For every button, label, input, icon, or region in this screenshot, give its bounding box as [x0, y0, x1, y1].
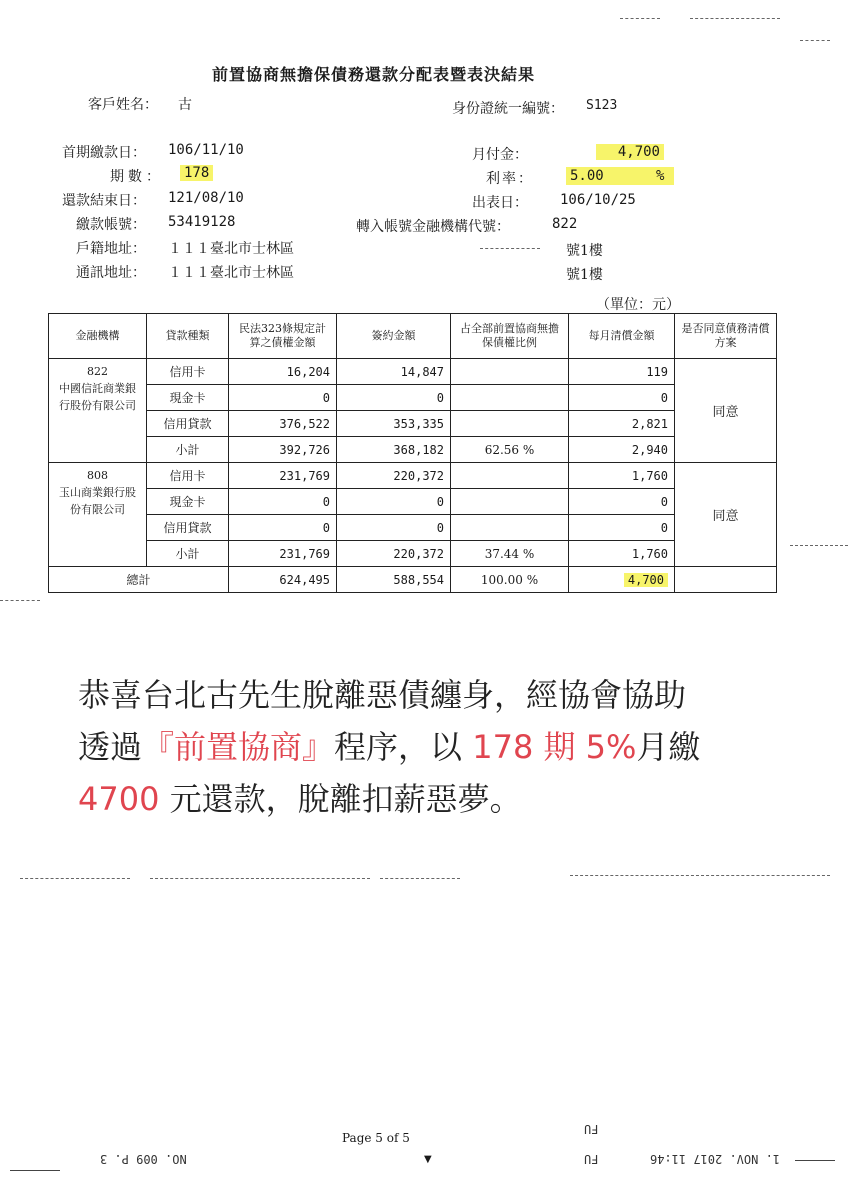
id-label: 身份證統一編號： [452, 101, 564, 117]
account-label: 繳款帳號： [76, 217, 146, 233]
message-highlight: 『前置協商』 [142, 728, 335, 766]
transfer-bank-label: 轉入帳號金融機構代號： [356, 219, 510, 235]
loan-type: 小計 [147, 541, 229, 567]
loan-type: 現金卡 [147, 489, 229, 515]
monthly-payment: 2,821 [569, 411, 675, 437]
subtotal-row [49, 541, 777, 567]
ratio [451, 463, 569, 489]
ratio: 37.44 % [451, 541, 569, 567]
contract-amount: 368,182 [337, 437, 451, 463]
table-row [49, 385, 777, 411]
message-text: 程序，以 [334, 728, 473, 766]
fax-number: NO. 009 P. 3 [100, 1152, 187, 1166]
header-agree: 是否同意債務清償方案 [675, 314, 777, 359]
issue-date-value: 106/10/25 [560, 192, 636, 208]
account-value: 53419128 [168, 214, 236, 230]
table-row [49, 463, 777, 489]
total-agree-cell [675, 567, 777, 593]
agree-cell: 同意 [675, 463, 777, 567]
loan-type: 信用貸款 [147, 411, 229, 437]
claim-amount: 392,726 [229, 437, 337, 463]
message-text: 元還款，脫離扣薪惡夢。 [159, 780, 522, 818]
end-date-value: 121/08/10 [168, 190, 244, 206]
header-claim-amount: 民法323條規定計算之債權金額 [229, 314, 337, 359]
rate-unit: % [656, 168, 665, 184]
fax-fu-upper: FU [584, 1122, 599, 1136]
bank-cell [49, 359, 147, 463]
claim-amount: 231,769 [229, 463, 337, 489]
claim-amount: 16,204 [229, 359, 337, 385]
table-row [49, 411, 777, 437]
monthly-payment: 1,760 [569, 541, 675, 567]
header-bank: 金融機構 [49, 314, 147, 359]
claim-amount: 231,769 [229, 541, 337, 567]
bank-cell [49, 463, 147, 567]
end-date-label: 還款結束日： [62, 193, 146, 209]
header-monthly-payment: 每月清償金額 [569, 314, 675, 359]
bank-code: 808 [87, 469, 108, 482]
subtotal-row [49, 437, 777, 463]
first-pay-label: 首期繳款日： [62, 145, 146, 161]
monthly-payment: 0 [569, 489, 675, 515]
message-line-3 [78, 774, 522, 820]
monthly-payment: 0 [569, 385, 675, 411]
bank-name: 玉山商業銀行股份有限公司 [59, 486, 136, 516]
loan-type: 信用卡 [147, 463, 229, 489]
down-arrow-icon: ▼ [424, 1154, 432, 1165]
loan-type: 小計 [147, 437, 229, 463]
message-line-1: 恭喜台北古先生脫離惡債纏身，經協會協助 [78, 676, 687, 714]
first-pay-value: 106/11/10 [168, 142, 244, 158]
monthly-payment: 1,760 [569, 463, 675, 489]
total-claim: 624,495 [229, 567, 337, 593]
customer-label: 客戶姓名： [88, 97, 158, 113]
page-number: Page 5 of 5 [342, 1131, 410, 1145]
contract-amount: 220,372 [337, 541, 451, 567]
customer-value: 古 [178, 97, 192, 113]
document-title: 前置協商無擔保債務還款分配表暨表決結果 [212, 65, 536, 84]
unit-note: （單位：元） [596, 297, 680, 313]
claim-amount: 0 [229, 515, 337, 541]
total-monthly [569, 567, 675, 593]
table-row [49, 515, 777, 541]
table-header-row [49, 314, 777, 359]
message-highlight: 4700 [78, 780, 160, 818]
message-highlight: 178 期 5% [472, 728, 637, 766]
message-line-2 [78, 722, 700, 768]
ratio [451, 385, 569, 411]
periods-value: 178 [180, 165, 213, 181]
congratulation-message [0, 650, 848, 828]
message-text: 月繳 [636, 728, 701, 766]
monthly-payment-label: 月付金： [472, 147, 528, 163]
id-value: S123 [586, 98, 618, 113]
loan-type: 信用卡 [147, 359, 229, 385]
header-loan-type: 貸款種類 [147, 314, 229, 359]
issue-date-label: 出表日： [472, 195, 528, 211]
loan-type: 現金卡 [147, 385, 229, 411]
monthly-payment: 2,940 [569, 437, 675, 463]
ratio: 62.56 % [451, 437, 569, 463]
total-row [49, 567, 777, 593]
household-address-tail: 號1樓 [566, 243, 603, 259]
contract-amount: 0 [337, 385, 451, 411]
ratio [451, 359, 569, 385]
mail-address-value: １１１臺北市士林區 [168, 265, 294, 281]
claim-amount: 0 [229, 489, 337, 515]
ratio [451, 411, 569, 437]
monthly-payment-value: 4,700 [596, 144, 664, 160]
ratio [451, 515, 569, 541]
transfer-bank-value: 822 [552, 216, 578, 232]
total-monthly-value: 4,700 [624, 573, 668, 587]
message-text: 透過 [78, 728, 143, 766]
fax-timestamp: 1. NOV. 2017 11:46 [650, 1152, 781, 1166]
header-contract-amount: 簽約金額 [337, 314, 451, 359]
periods-label: 期數： [110, 169, 164, 185]
household-address-value: １１１臺北市士林區 [168, 241, 294, 257]
total-label: 總計 [49, 567, 229, 593]
agree-cell: 同意 [675, 359, 777, 463]
bank-code: 822 [87, 365, 108, 378]
header-ratio: 占全部前置協商無擔保債權比例 [451, 314, 569, 359]
fax-fu-lower: FU [584, 1152, 599, 1166]
loan-type: 信用貸款 [147, 515, 229, 541]
contract-amount: 353,335 [337, 411, 451, 437]
bank-name: 中國信託商業銀行股份有限公司 [59, 382, 136, 412]
claim-amount: 0 [229, 385, 337, 411]
monthly-payment: 119 [569, 359, 675, 385]
contract-amount: 14,847 [337, 359, 451, 385]
total-contract: 588,554 [337, 567, 451, 593]
mail-address-tail: 號1樓 [566, 267, 603, 283]
contract-amount: 0 [337, 515, 451, 541]
claim-amount: 376,522 [229, 411, 337, 437]
repayment-allocation-table [48, 313, 777, 593]
rate-value: 5.00 [570, 168, 604, 184]
ratio [451, 489, 569, 515]
monthly-payment: 0 [569, 515, 675, 541]
rate-label: 利率： [486, 171, 534, 187]
contract-amount: 220,372 [337, 463, 451, 489]
table-row [49, 359, 777, 385]
total-ratio: 100.00 % [451, 567, 569, 593]
contract-amount: 0 [337, 489, 451, 515]
table-row [49, 489, 777, 515]
household-address-label: 戶籍地址： [76, 241, 146, 257]
mail-address-label: 通訊地址： [76, 265, 146, 281]
